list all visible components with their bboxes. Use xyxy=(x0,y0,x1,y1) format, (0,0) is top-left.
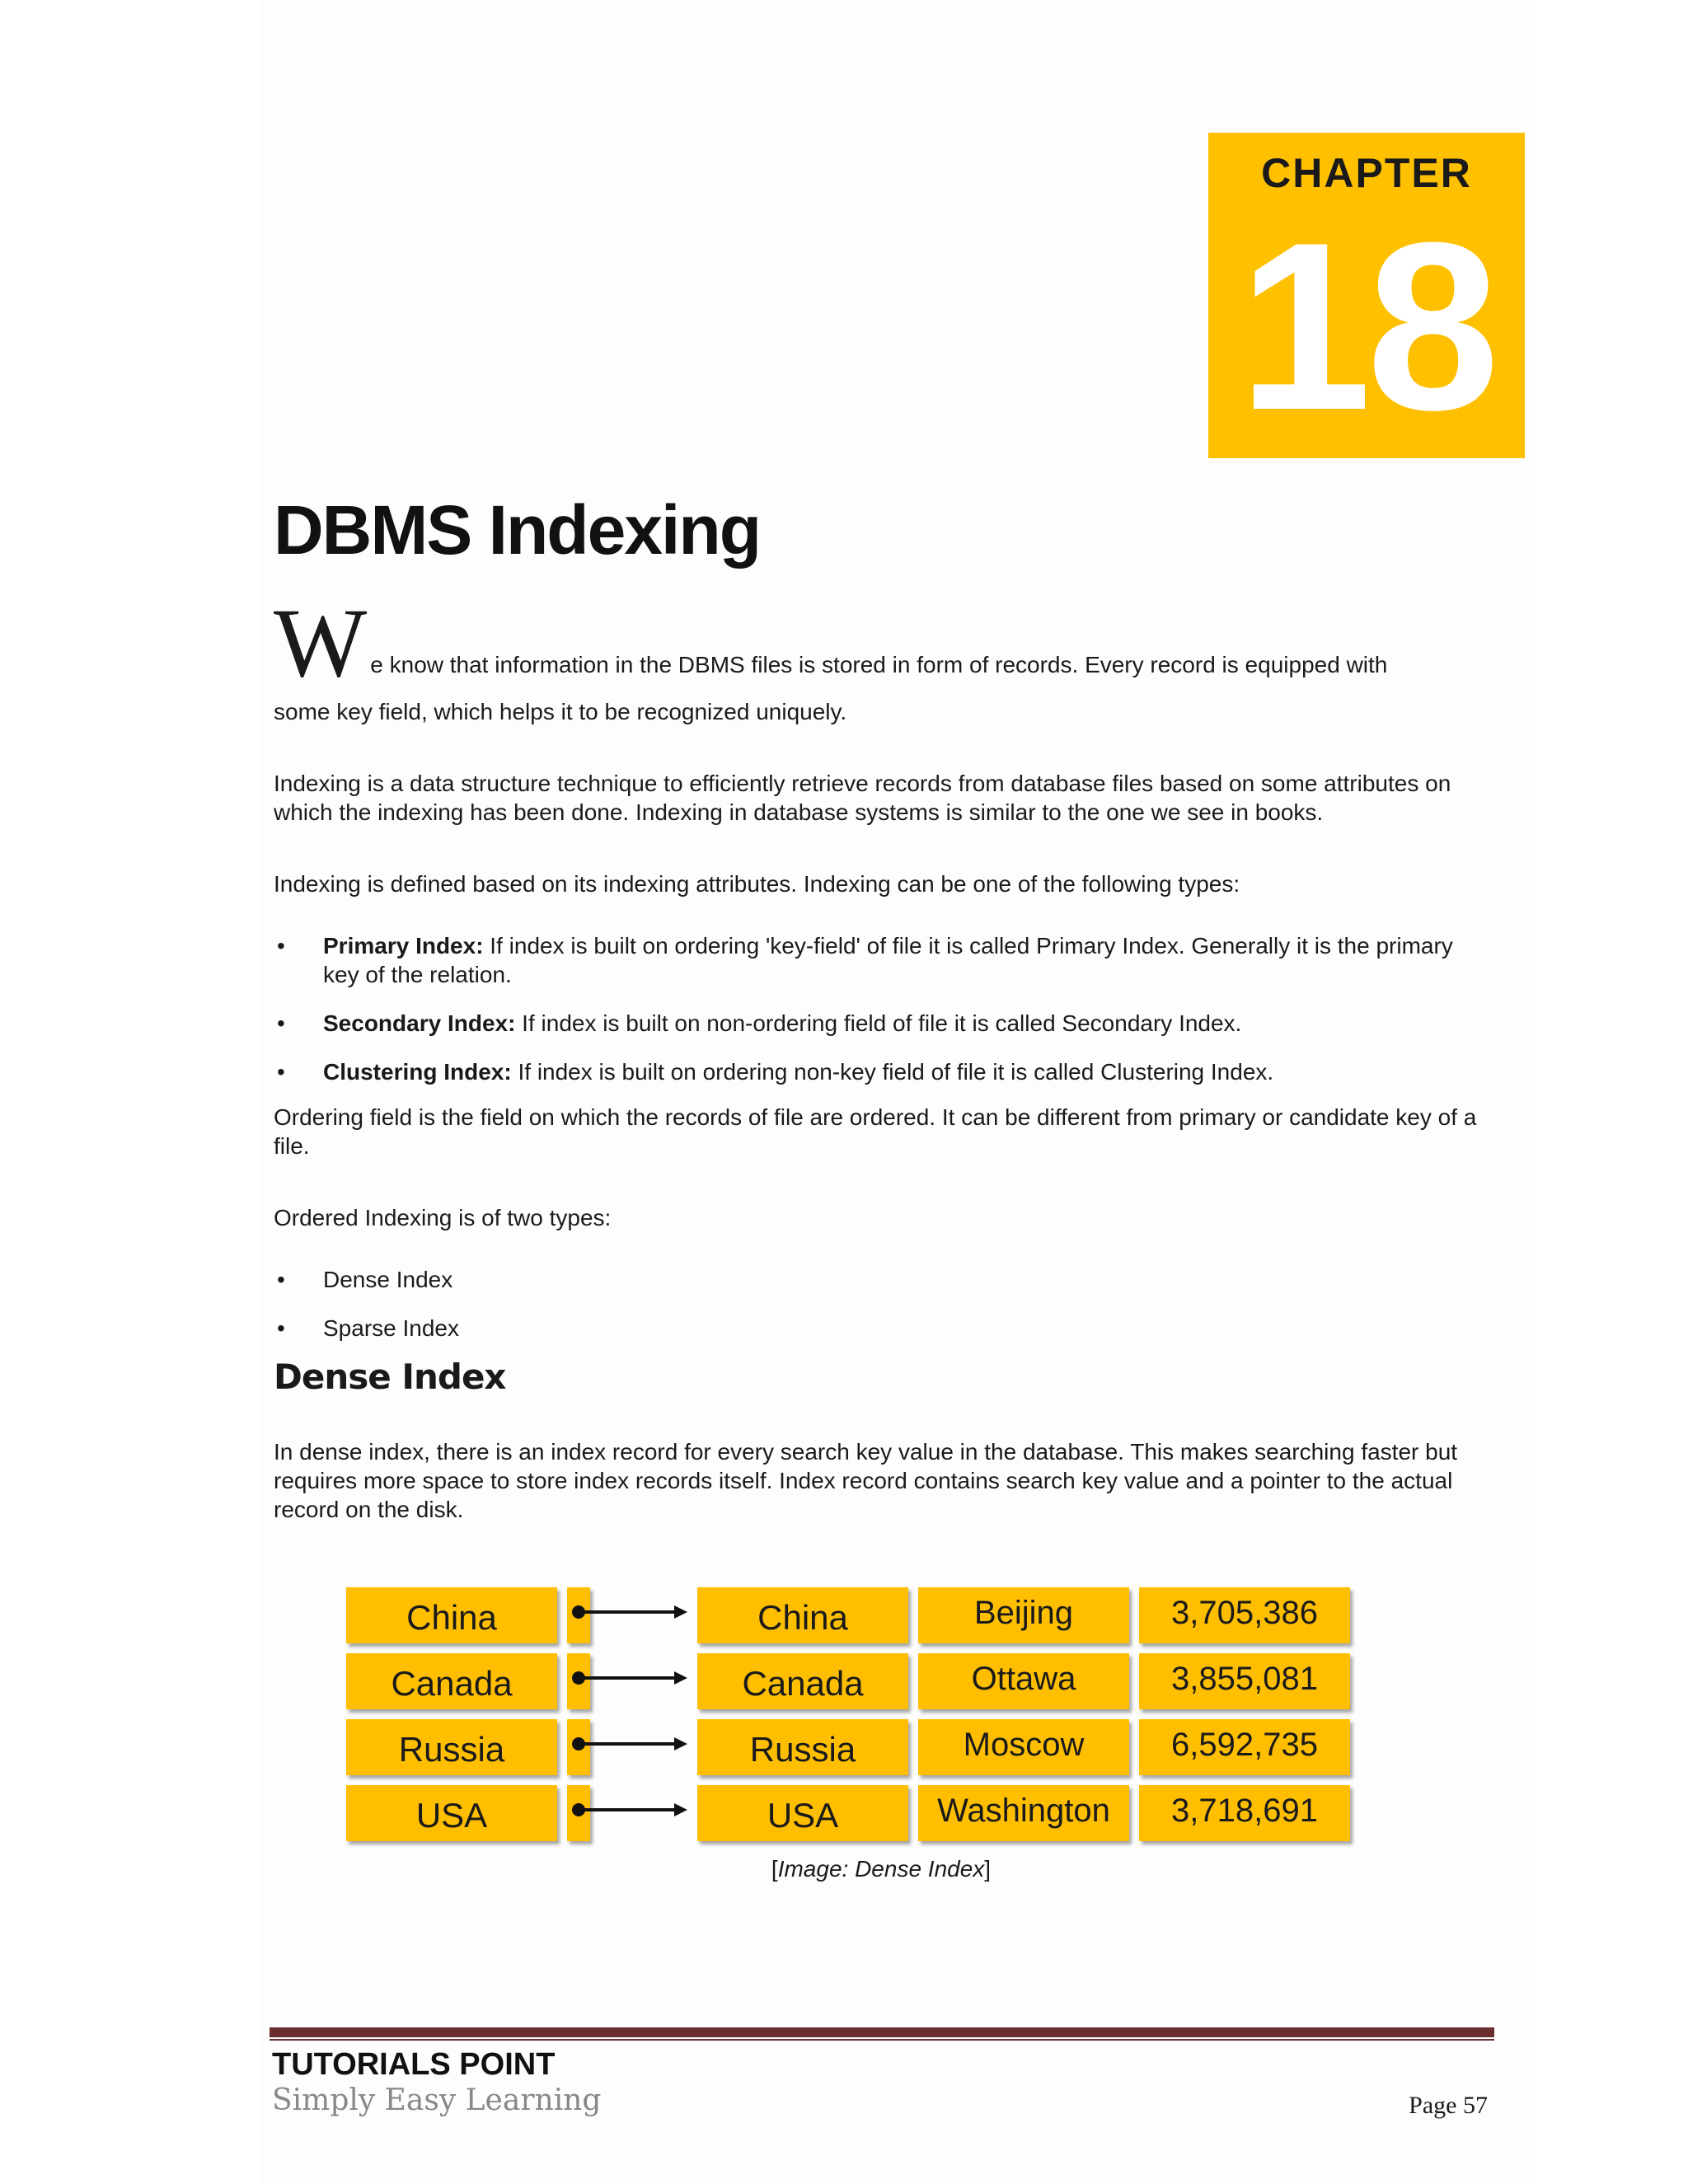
caption-close: ] xyxy=(984,1856,992,1882)
record-capital-cell: Washington xyxy=(918,1785,1129,1841)
record-value-cell: 3,718,691 xyxy=(1139,1785,1350,1841)
record-country-cell: USA xyxy=(697,1785,908,1841)
indexing-paragraph: Indexing is a data structure technique to efficiently retrieve records from database files based on some attributes on which the indexing has been done. Indexing in database systems is similar to the one we see in books. xyxy=(274,771,1451,825)
record-value-cell: 6,592,735 xyxy=(1139,1719,1350,1775)
index-key-cell: Russia xyxy=(346,1719,557,1775)
footer-tagline: Simply Easy Learning xyxy=(272,2083,602,2117)
pointer-arrow xyxy=(572,1605,687,1619)
caption-open: [ xyxy=(771,1856,778,1882)
index-key-cell: Canada xyxy=(346,1653,557,1709)
chapter-number: 18 xyxy=(1238,193,1495,460)
intro-paragraph xyxy=(274,588,1477,726)
footer-divider-thin xyxy=(270,2039,1494,2041)
bullet-icon: • xyxy=(277,1059,285,1085)
bullet-icon: • xyxy=(277,933,285,958)
intro-line-1: e know that information in the DBMS files is stored in form of records. Every record is equipped with xyxy=(370,652,1388,677)
list-item-term: Primary Index: xyxy=(323,933,484,958)
pointer-arrows xyxy=(346,1587,692,1851)
list-item-term: Clustering Index: xyxy=(323,1059,512,1085)
section-heading: Dense Index xyxy=(274,1357,506,1397)
record-value-cell: 3,855,081 xyxy=(1139,1653,1350,1709)
index-key-cell: USA xyxy=(346,1785,557,1841)
dense-paragraph: In dense index, there is an index record for every search key value in the database. This makes searching faster but requires more space to store index records itself. Index record contains search key value and a pointer to the actual record on the disk. xyxy=(274,1439,1458,1522)
intro-line-2: some key field, which helps it to be recognized uniquely. xyxy=(274,699,847,724)
record-capital-cell: Ottawa xyxy=(918,1653,1129,1709)
list-item-desc: If index is built on non-ordering field of file it is called Secondary Index. xyxy=(515,1010,1242,1036)
list-item xyxy=(274,1314,1477,1343)
ordering-paragraph: Ordering field is the field on which the records of file are ordered. It can be different from primary or candidate key of a file. xyxy=(274,1104,1477,1159)
list-item xyxy=(274,931,1477,989)
footer-brand: TUTORIALS POINT xyxy=(272,2047,556,2082)
list-item xyxy=(274,1057,1477,1086)
footer-divider xyxy=(270,2027,1494,2037)
page-number: Page 57 xyxy=(1409,2092,1488,2119)
drop-cap: W xyxy=(274,588,368,697)
record-value-cell: 3,705,386 xyxy=(1139,1587,1350,1643)
caption-text: Image: Dense Index xyxy=(777,1856,985,1882)
ordered-types-list xyxy=(274,1265,1477,1343)
list-item-label: Sparse Index xyxy=(323,1315,459,1341)
types-paragraph: Indexing is defined based on its indexing attributes. Indexing can be one of the following types: xyxy=(274,871,1240,897)
list-item xyxy=(274,1009,1477,1038)
record-capital-cell: Beijing xyxy=(918,1587,1129,1643)
figure-caption xyxy=(0,1856,1688,1882)
record-country-cell: China xyxy=(697,1587,908,1643)
bullet-icon: • xyxy=(277,1010,285,1036)
record-country-cell: Russia xyxy=(697,1719,908,1775)
bullet-icon: • xyxy=(277,1315,285,1341)
dense-index-figure xyxy=(346,1587,1352,1851)
index-key-cell: China xyxy=(346,1587,557,1643)
list-item-label: Dense Index xyxy=(323,1267,453,1292)
page-title: DBMS Indexing xyxy=(274,491,761,569)
list-item-desc: If index is built on ordering non-key field of file it is called Clustering Index. xyxy=(511,1059,1274,1085)
pointer-arrow xyxy=(572,1737,687,1750)
list-item-desc: If index is built on ordering 'key-field' of file it is called Primary Index. Generally it is the primary key of the relation. xyxy=(323,933,1453,987)
record-country-cell: Canada xyxy=(697,1653,908,1709)
list-item xyxy=(274,1265,1477,1294)
main-content xyxy=(274,588,1477,1524)
bullet-icon: • xyxy=(277,1267,285,1292)
pointer-arrow xyxy=(572,1803,687,1816)
index-types-list xyxy=(274,931,1477,1086)
record-capital-cell: Moscow xyxy=(918,1719,1129,1775)
chapter-label: CHAPTER xyxy=(1261,150,1472,196)
ordered-paragraph: Ordered Indexing is of two types: xyxy=(274,1205,612,1230)
list-item-term: Secondary Index: xyxy=(323,1010,516,1036)
chapter-badge xyxy=(1208,133,1525,458)
pointer-arrow xyxy=(572,1671,687,1685)
